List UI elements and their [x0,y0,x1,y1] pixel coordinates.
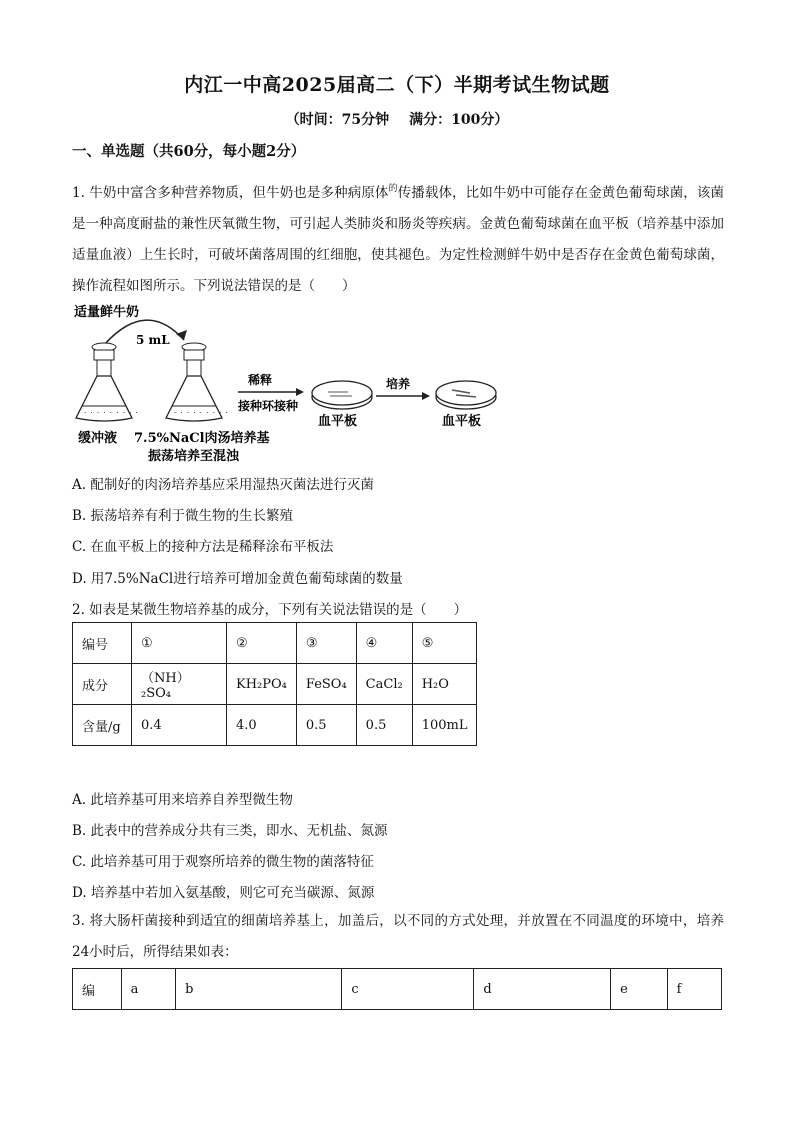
row-label: 含量/g [73,705,132,746]
q1-sup: 的 [388,184,398,194]
transfer-arrow-head [176,330,187,340]
table-cell: ④ [356,623,412,664]
table-cell: H₂O [412,664,477,705]
table-cell: ① [132,623,227,664]
flask-buffer-icon [76,343,139,421]
table-cell: CaCl₂ [356,664,412,705]
table-cell: 100mL [412,705,477,746]
row-label: 成分 [73,664,132,705]
culture-arrow-head [422,392,430,400]
exam-score: 满分：100分） [409,112,509,128]
fig-plate1-label: 血平板 [318,414,358,429]
table-cell: ③ [296,623,356,664]
svg-text:· · · · · · · · ·: · · · · · · · · · [174,409,229,417]
table-cell: 0.5 [296,705,356,746]
table-cell: b [176,969,342,1010]
result-table [72,968,722,1010]
table-row [73,623,477,664]
fig-milk-label: 适量鲜牛奶 [74,305,140,320]
table-cell: FeSO₄ [296,664,356,705]
q1-option-d: D. 用7.5%NaCl进行培养可增加金黄色葡萄球菌的数量 [72,571,403,587]
table-row [73,705,477,746]
q1-text-b: 传播载体，比如牛奶中可能存在金黄色葡萄球菌，该菌是一种高度耐盐的兼性厌氧微生物，可引起人类肺炎和肠炎等疾病。金黄色葡萄球菌在血平板（培养基中添加适量血液）上生长时，可破坏菌落周围的红细胞，使其褪色。为定性检测鲜牛奶中是否存在金黄色葡萄球菌，操作流程如图所示。下列说法错误的是（ ） [72,185,724,294]
fig-culture-label: 培养 [386,377,411,391]
flask-broth-icon [166,343,229,421]
exam-subtitle [0,109,794,129]
question-1-text [72,174,724,302]
q1-option-c: C. 在血平板上的接种方法是稀释涂布平板法 [72,539,334,555]
exam-time: （时间：75分钟 [285,112,390,128]
section-heading: 一、单选题（共60分，每小题2分） [72,143,306,160]
medium-table [72,622,477,746]
table-cell: f [667,969,721,1010]
table-cell: KH₂PO₄ [227,664,297,705]
q2-option-d: D. 培养基中若加入氨基酸，则它可充当碳源、氮源 [72,885,375,901]
blood-plate-2-icon [436,381,496,409]
fig-buffer-label: 缓冲液 [78,431,118,446]
fig-volume-label: 5 mL [136,333,170,347]
experiment-figure [66,300,506,470]
question-3-text: 3. 将大肠杆菌接种到适宜的细菌培养基上，加盖后，以不同的方式处理，并放置在不同温度的环境中，培养24小时后，所得结果如表： [72,913,724,960]
table-cell: 0.4 [132,705,227,746]
fig-plate2-label: 血平板 [442,414,482,429]
table-cell: d [474,969,611,1010]
table-cell: 编 [73,969,122,1010]
q2-option-b: B. 此表中的营养成分共有三类，即水、无机盐、氮源 [72,823,388,839]
exam-title: 内江一中高2025届高二（下）半期考试生物试题 [184,74,610,96]
q1-option-a: A. 配制好的肉汤培养基应采用湿热灭菌法进行灭菌 [72,477,374,493]
blood-plate-1-icon [312,381,372,409]
table-cell: ② [227,623,297,664]
table-cell: c [342,969,474,1010]
q1-text-a: 1. 牛奶中富含多种营养物质，但牛奶也是多种病原体 [72,185,389,201]
q2-option-c: C. 此培养基可用于观察所培养的微生物的菌落特征 [72,854,374,870]
table-cell: ⑤ [412,623,477,664]
fig-dilute-label: 稀释 [248,373,273,387]
fig-shake-label: 振荡培养至混浊 [148,449,240,464]
table-cell: e [611,969,667,1010]
row-label: 编号 [73,623,132,664]
table-cell: a [121,969,175,1010]
question-2-text: 2. 如表是某微生物培养基的成分，下列有关说法错误的是（ ） [72,602,468,618]
table-row [73,664,477,705]
svg-text:· · · · · · · · ·: · · · · · · · · · [84,409,139,417]
table-cell: 4.0 [227,705,297,746]
q1-option-b: B. 振荡培养有利于微生物的生长繁殖 [72,508,294,524]
table-cell: 0.5 [356,705,412,746]
fig-broth-label: 7.5%NaCl肉汤培养基 [134,431,270,446]
q2-option-a: A. 此培养基可用来培养自养型微生物 [72,792,293,808]
table-row [73,969,722,1010]
table-cell: （NH）₂SO₄ [132,664,227,705]
dilute-arrow-head [296,388,304,396]
fig-inoculate-label: 接种环接种 [238,399,299,413]
